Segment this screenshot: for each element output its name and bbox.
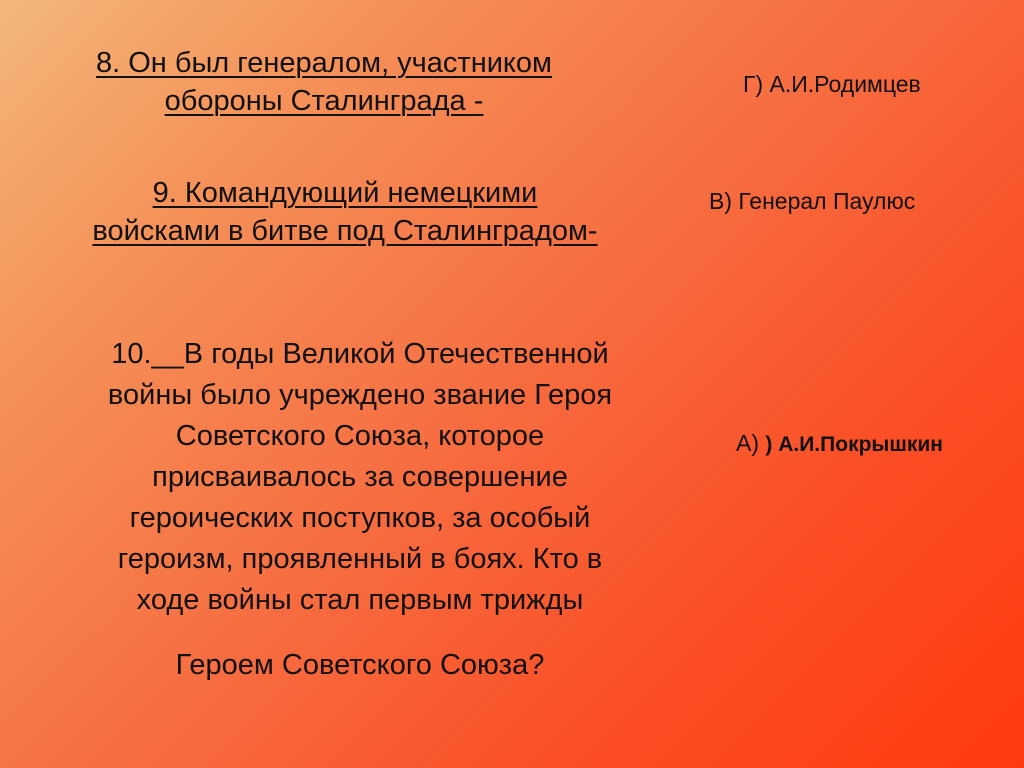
question-10-line: ходе войны стал первым трижды <box>136 584 584 616</box>
question-10-line: героических поступков, за особый <box>129 502 591 534</box>
answer-a <box>736 428 943 460</box>
question-10-tail: Героем Советского Союза? <box>175 649 545 681</box>
question-9 <box>30 174 660 250</box>
answer-g: Г) А.И.Родимцев <box>743 71 921 97</box>
question-10-line: героизм, проявленный в боях. Кто в <box>117 543 603 575</box>
answer-a-prefix: А) <box>736 430 766 456</box>
question-10-line: Советского Союза, которое <box>175 420 545 452</box>
question-10-line: 10.__В годы Великой Отечественной <box>111 338 609 370</box>
question-9-line-1: 9. Командующий немецкими <box>152 177 538 209</box>
question-8 <box>30 44 618 120</box>
answer-a-name: ) А.И.Покрышкин <box>765 433 943 456</box>
question-10-line: присваивалось за совершение <box>152 461 568 493</box>
question-9-line-2: войсками в битве под Сталинградом- <box>92 215 598 247</box>
question-10-line: войны было учреждено звание Героя <box>107 379 613 411</box>
question-10 <box>40 334 680 621</box>
question-8-line-1: 8. Он был генералом, участником <box>95 47 552 79</box>
answer-v: В) Генерал Паулюс <box>709 188 916 214</box>
question-8-line-2: обороны Сталинграда - <box>164 85 484 117</box>
